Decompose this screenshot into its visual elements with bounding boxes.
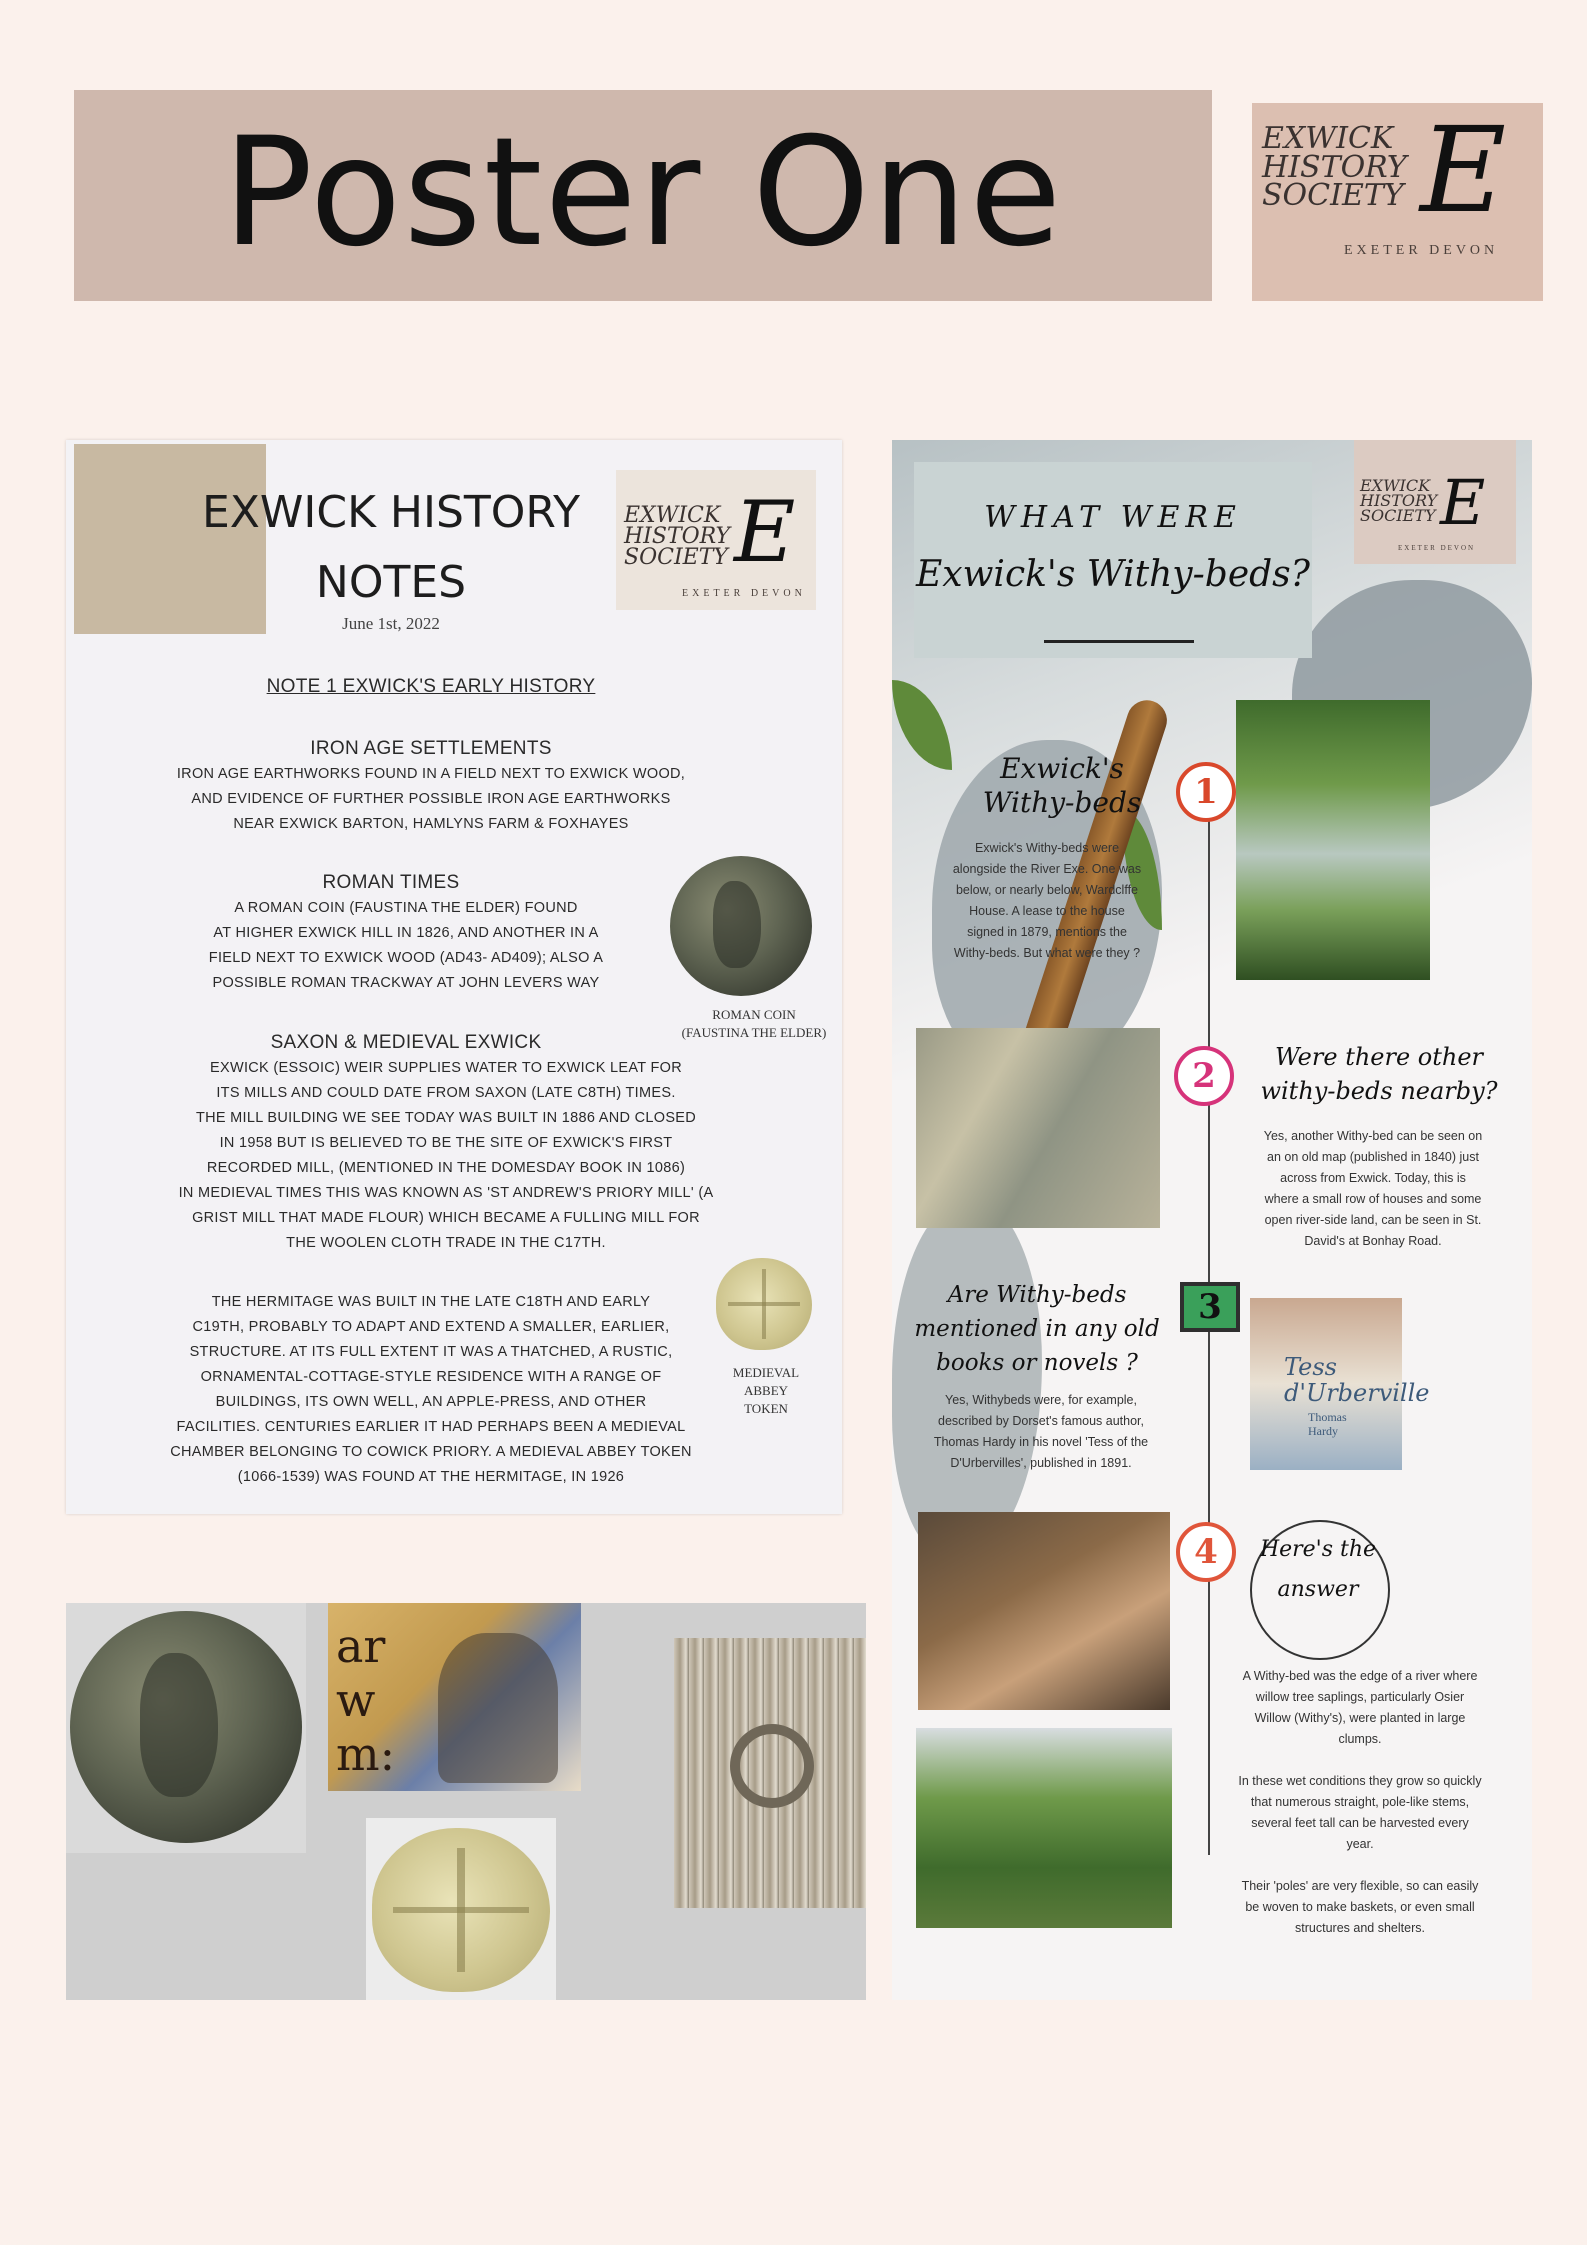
- step-text-1: Exwick's Withy-beds were alongside the River Exe. One was below, or nearly below, Wardclffe House. A lease to the house signed in 1879, mentions the Withy-beds. But what were they ?: [952, 841, 1142, 960]
- roman-coin-photo: [66, 1603, 306, 1853]
- artefact-photo-collage: [66, 1603, 866, 2000]
- note-heading: NOTE 1 EXWICK'S EARLY HISTORY: [266, 676, 596, 697]
- abbey-token-caption: MEDIEVAL ABBEY TOKEN: [732, 1365, 800, 1416]
- section-body-roman: A ROMAN COIN (FAUSTINA THE ELDER) FOUND AT HIGHER EXWICK HILL IN 1826, AND ANOTHER IN A FIELD NEXT TO EXWICK WOOD (AD43- AD409); ALSO A POSSIBLE ROMAN TRACKWAY AT JOHN LEVERS WAY: [208, 900, 604, 991]
- step-number-2: 2: [1174, 1046, 1234, 1106]
- step-text-3: Yes, Withybeds were, for example, described by Dorset's famous author, Thomas Hardy in his novel 'Tess of the D'Urbervilles', published in 1891.: [933, 1393, 1149, 1470]
- willow-spiral: [730, 1724, 814, 1808]
- poster-title-banner: [74, 90, 1212, 301]
- step-number-3: 3: [1180, 1282, 1240, 1332]
- roman-coin-caption: ROMAN COIN (FAUSTINA THE ELDER): [681, 1007, 827, 1040]
- poster-title: Poster One: [222, 106, 1064, 280]
- step-number-1: 1: [1176, 762, 1236, 822]
- infographic-title-line2: Exwick's Withy-beds?: [916, 554, 1310, 595]
- step-question-1: Exwick's Withy-beds: [982, 752, 1142, 819]
- society-logo: [1252, 103, 1543, 301]
- step-question-4: Here's the answer: [1259, 1537, 1377, 1602]
- infographic-title-line1: WHAT WERE: [984, 500, 1242, 535]
- manuscript-photo: ar w m:: [328, 1603, 581, 1791]
- step-text-2: Yes, another Withy-bed can be seen on an on old map (published in 1840) just across from Exwick. Today, this is where a small row of houses and some open river-side land, can be seen in St. David's at Bonhay Road.: [1263, 1129, 1483, 1248]
- logo-words: EXWICK HISTORY SOCIETY: [1262, 121, 1407, 213]
- section-body-iron-age: IRON AGE EARTHWORKS FOUND IN A FIELD NEXT TO EXWICK WOOD, AND EVIDENCE OF FURTHER POSSIBLE IRON AGE EARTHWORKS NEAR EXWICK BARTON, HAMLYNS FARM & FOXHAYES: [176, 766, 686, 832]
- river-trees-photo: [1236, 700, 1430, 980]
- woven-willow-photo: [674, 1638, 866, 1908]
- section-heading-roman: ROMAN TIMES: [322, 872, 460, 893]
- section-heading-saxon: SAXON & MEDIEVAL EXWICK: [270, 1032, 542, 1053]
- roman-coin-image: [670, 856, 812, 996]
- notes-society-logo: EXWICK HISTORY SOCIETY E EXETER DEVON: [616, 470, 816, 610]
- notes-title: EXWICK HISTORY NOTES: [201, 487, 581, 608]
- step-number-4: 4: [1176, 1522, 1236, 1582]
- tess-book-cover: Tess d'Urberville Thomas Hardy: [1250, 1298, 1402, 1470]
- step-question-2: Were there other withy-beds nearby?: [1260, 1043, 1498, 1105]
- step-text-4: A Withy-bed was the edge of a river where willow tree saplings, particularly Osier Willow (Withy's), were planted in large clumps. In these wet conditions they grow so quickly that numerous straight, pole-like stems, several feet tall can be harvested every year. Their 'poles' are very flexible, so can easily be woven to make baskets, or even small structures and shelters.: [1238, 1669, 1482, 1935]
- step-question-3: Are Withy-beds mentioned in any old books or novels ?: [914, 1282, 1160, 1376]
- logo-letter: E: [1420, 101, 1507, 239]
- withy-beds-infographic: [892, 440, 1532, 2000]
- section-heading-iron-age: IRON AGE SETTLEMENTS: [310, 738, 552, 759]
- infographic-title-box: [914, 462, 1312, 658]
- willow-arch-photo: [916, 1728, 1172, 1928]
- basket-weaving-photo: [918, 1512, 1170, 1710]
- history-notes-panel: [66, 440, 842, 1514]
- notes-date: June 1st, 2022: [342, 614, 440, 633]
- infographic-society-logo: EXWICK HISTORY SOCIETY E EXETER DEVON: [1354, 440, 1516, 564]
- section-body-saxon: EXWICK (ESSOIC) WEIR SUPPLIES WATER TO EXWICK LEAT FOR ITS MILLS AND COULD DATE FROM SAXON (LATE C8TH) TIMES. THE MILL BUILDING WE SEE TODAY WAS BUILT IN 1886 AND CLOSED IN 1958 BUT IS BELIEVED TO BE THE SITE OF EXWICK'S FIRST RECORDED MILL, (MENTIONED IN THE DOMESDAY BOOK IN 1086) IN MEDIEVAL TIMES THIS WAS KNOWN AS 'ST ANDREW'S PRIORY MILL' (A GRIST MILL THAT MADE FLOUR) WHICH BECAME A FULLING MILL FOR THE WOOLEN CLOTH TRADE IN THE C17TH.: [178, 1060, 714, 1251]
- old-map-photo: [916, 1028, 1160, 1228]
- section-body-hermitage: THE HERMITAGE WAS BUILT IN THE LATE C18TH AND EARLY C19TH, PROBABLY TO ADAPT AND EXTEND A SMALLER, EARLIER, STRUCTURE. AT ITS FULL EXTENT IT WAS A THATCHED, A RUSTIC, ORNAMENTAL-COTTAGE-STYLE RESIDENCE WITH A RANGE OF BUILDINGS, ITS OWN WELL, AN APPLE-PRESS, AND OTHER FACILITIES. CENTURIES EARLIER IT HAD PERHAPS BEEN A MEDIEVAL CHAMBER BELONGING TO COWICK PRIORY. A MEDIEVAL ABBEY TOKEN (1066-1539) WAS FOUND AT THE HERMITAGE, IN 1926: [170, 1294, 692, 1485]
- abbey-token-photo: [366, 1818, 556, 2000]
- logo-place: EXETER DEVON: [1344, 243, 1499, 258]
- monks-figure: [438, 1633, 558, 1783]
- abbey-token-image: [716, 1258, 812, 1350]
